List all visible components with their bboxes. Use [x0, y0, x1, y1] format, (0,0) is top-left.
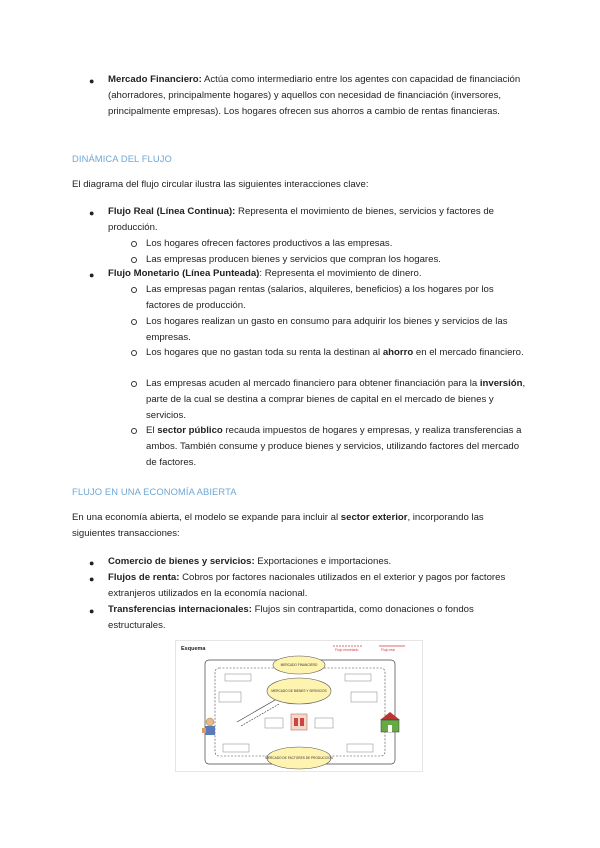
sub-bullet-circle: [131, 319, 137, 325]
bullet-flujo-monetario: Flujo Monetario (Línea Punteada): Representa el movimiento de dinero.: [108, 268, 422, 279]
sub-bullet-circle: [131, 428, 137, 434]
bullet-dot: ●: [89, 208, 95, 218]
bullet-mercado-financiero: Mercado Financiero: Actúa como intermediario entre los agentes con capacidad de financiación (ahorradores, principalmente hogares) y aquellos con necesidad de financiación (inversores, principalmente empresas). Los hogares ofrecen sus ahorros a cambio de rentas financieras.: [108, 74, 521, 117]
bullet-dot: ●: [89, 558, 95, 568]
bullet-flujos-renta: Flujos de renta: Cobros por factores nacionales utilizados en el exterior y pagos por factores extranjeros utilizados en la economía nacional.: [108, 572, 506, 599]
paragraph-intro-abierta: En una economía abierta, el modelo se expande para incluir al sector exterior, incorporando las siguientes transacciones:: [72, 512, 484, 539]
bullet-flujo-real: Flujo Real (Línea Continua): Representa el movimiento de bienes, servicios y factores de producción.: [108, 206, 495, 233]
sub-item: Las empresas pagan rentas (salarios, alquileres, beneficios) a los hogares por los factores de producción.: [146, 284, 494, 311]
legend-real: Flujo real: [381, 648, 395, 652]
mercado-financiero-label: MERCADO FINANCIERO: [280, 663, 318, 667]
sub-bullet-circle: [131, 350, 137, 356]
sector-publico-icon: [291, 714, 307, 730]
paragraph-intro-flujo: El diagrama del flujo circular ilustra las siguientes interacciones clave:: [72, 179, 369, 190]
sub-bullet-circle: [131, 287, 137, 293]
term-label: Mercado Financiero:: [108, 74, 202, 85]
sub-bullet-circle: [131, 381, 137, 387]
sub-item: Los hogares que no gastan toda su renta la destinan al ahorro en el mercado financiero.: [146, 347, 524, 358]
diagram-title: Esquema: [181, 646, 206, 652]
bullet-comercio: Comercio de bienes y servicios: Exportaciones e importaciones.: [108, 556, 392, 567]
section-heading-economia-abierta: FLUJO EN UNA ECONOMÍA ABIERTA: [72, 486, 237, 497]
bullet-dot: ●: [89, 606, 95, 616]
bullet-dot: ●: [89, 270, 95, 280]
sub-bullet-circle: [131, 257, 137, 263]
sub-item: Las empresas producen bienes y servicios que compran los hogares.: [146, 254, 441, 265]
section-heading-dinamica: DINÁMICA DEL FLUJO: [72, 153, 172, 164]
bullet-transferencias: Transferencias internacionales: Flujos sin contrapartida, como donaciones o fondos estructurales.: [108, 604, 474, 631]
mercado-factores-label: MERCADO DE FACTORES DE PRODUCCIÓN: [265, 756, 333, 760]
legend-money: Flujo monetario: [335, 648, 359, 652]
sub-item: Los hogares ofrecen factores productivos a las empresas.: [146, 238, 393, 249]
sub-bullet-circle: [131, 241, 137, 247]
bullet-dot: ●: [89, 76, 95, 86]
sub-item: Las empresas acuden al mercado financiero para obtener financiación para la inversión, parte de la cual se destina a comprar bienes de capital en el mercado de bienes y servicios.: [146, 378, 526, 421]
circular-flow-diagram: [175, 640, 423, 772]
sub-item: Los hogares realizan un gasto en consumo para adquirir los bienes y servicios de las empresas.: [146, 316, 508, 343]
mercado-bienes-label: MERCADO DE BIENES Y SERVICIOS: [271, 689, 327, 693]
bullet-dot: ●: [89, 574, 95, 584]
sub-item: El sector público recauda impuestos de hogares y empresas, y realiza transferencias a ambos. También consume y produce bienes y servicios, utilizando factores del mercado de factores.: [146, 425, 522, 468]
